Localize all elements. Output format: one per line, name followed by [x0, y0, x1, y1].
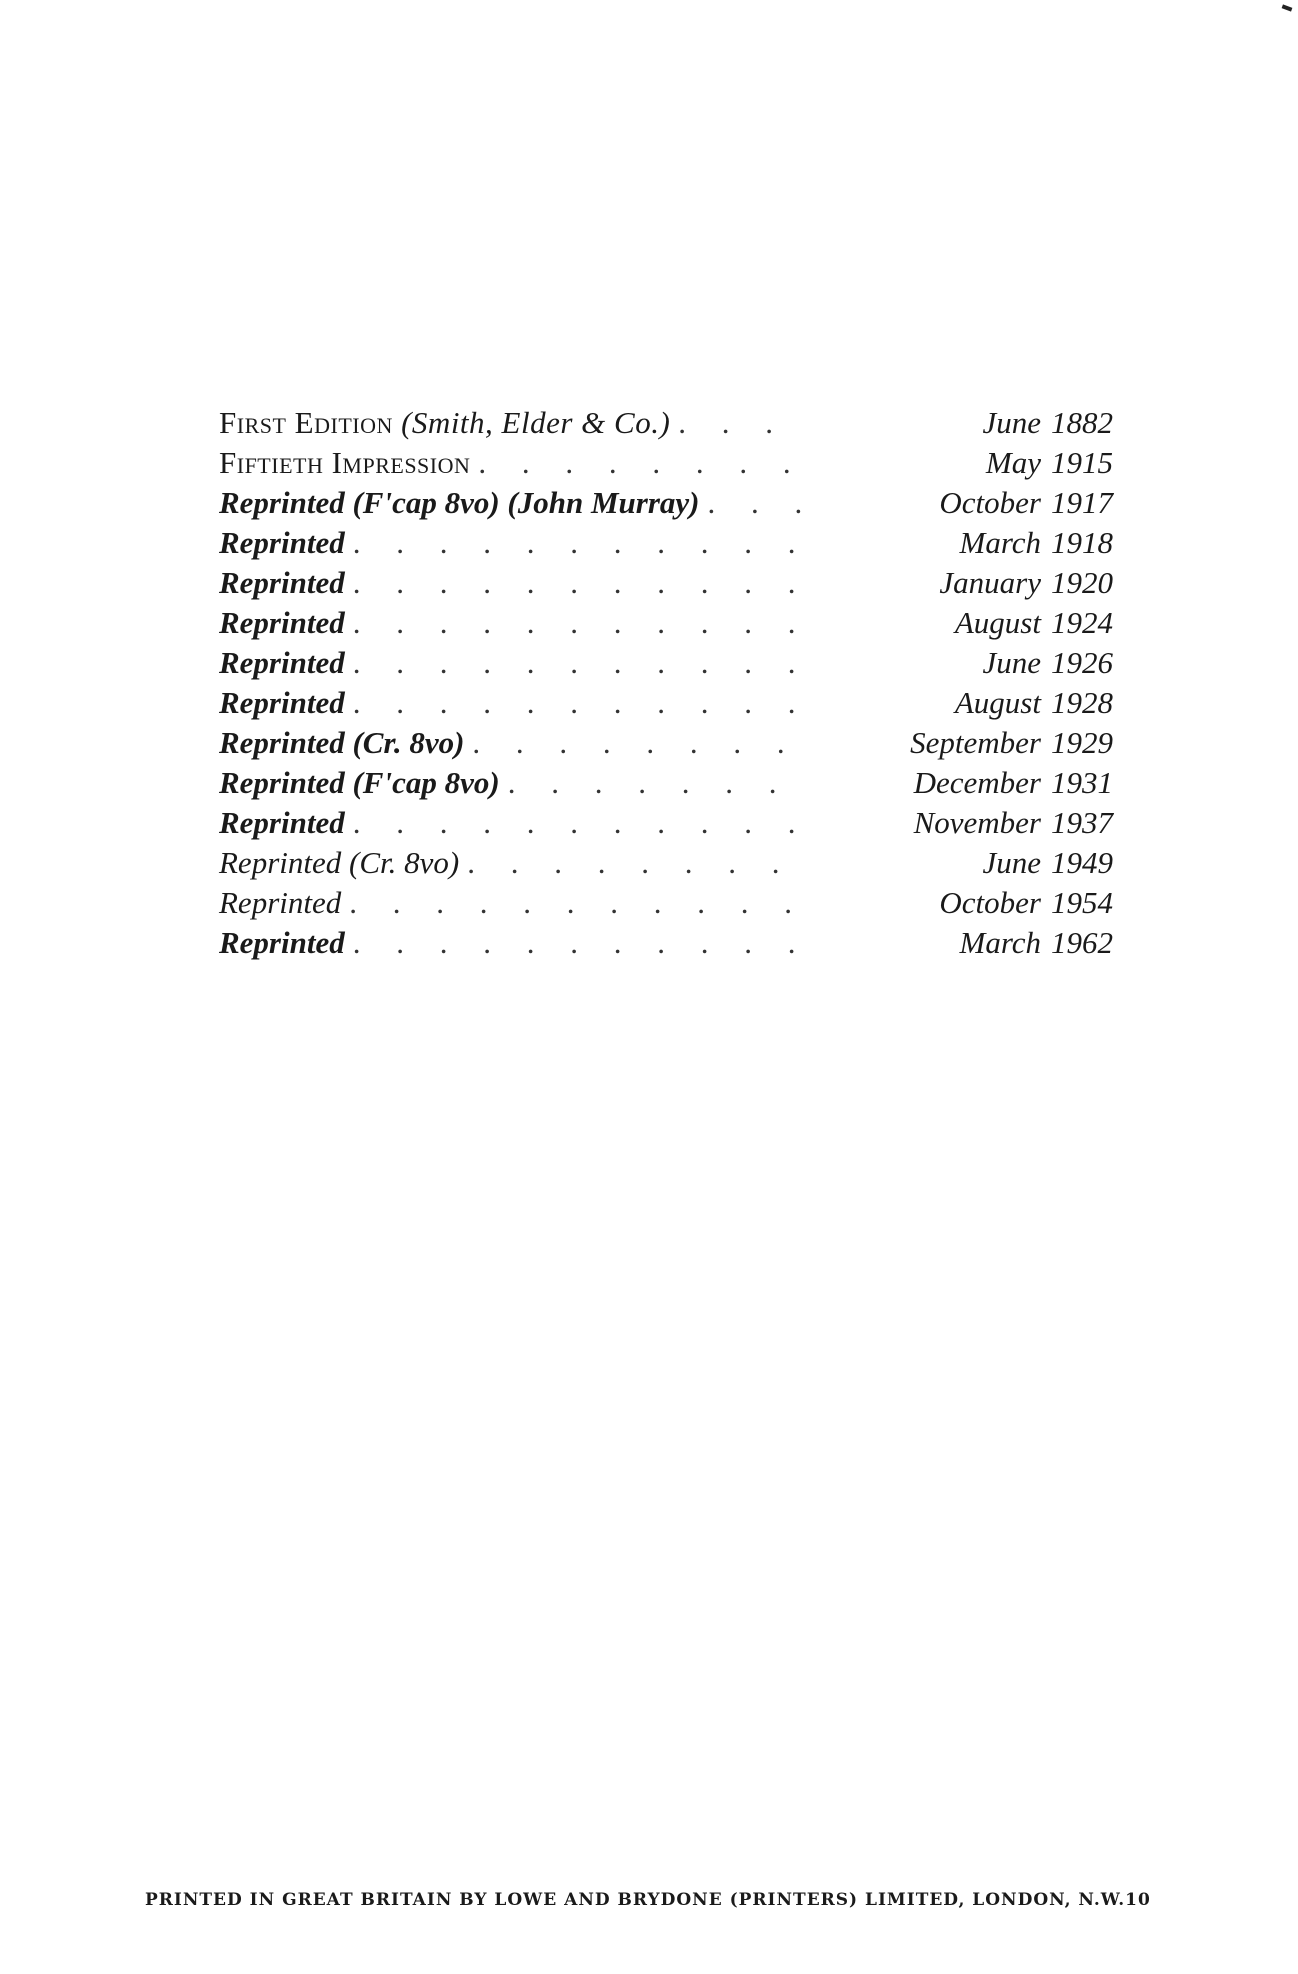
- leader-dots: [353, 603, 805, 643]
- history-row: [219, 603, 1119, 643]
- leader-dots: [353, 523, 805, 563]
- history-row: [219, 563, 1119, 603]
- leader-dots: [349, 883, 805, 923]
- history-label: Reprinted: [219, 805, 345, 840]
- history-row: [219, 723, 1119, 763]
- printer-imprint: PRINTED IN GREAT BRITAIN BY LOWE AND BRYDONE (PRINTERS) LIMITED, LONDON, N.W.10: [145, 1890, 1151, 1910]
- corner-mark: [1282, 4, 1293, 11]
- history-label: Reprinted: [219, 925, 345, 960]
- history-label: Reprinted: [219, 605, 345, 640]
- leader-dots: [353, 683, 805, 723]
- leader-dots: [353, 803, 805, 843]
- printing-history: [219, 403, 1119, 963]
- history-row: [219, 443, 1119, 483]
- leader-dots: [508, 763, 805, 803]
- history-date: June 1882: [982, 405, 1113, 440]
- history-date: October 1917: [939, 485, 1113, 520]
- leader-dots: [353, 923, 805, 963]
- history-date: September 1929: [910, 725, 1113, 760]
- history-label: Reprinted: [219, 525, 345, 560]
- history-label: First Edition (Smith, Elder & Co.): [219, 405, 671, 440]
- history-label: Reprinted (F'cap 8vo) (John Murray): [219, 485, 700, 520]
- history-date: October 1954: [939, 885, 1113, 920]
- leader-dots: [678, 403, 805, 443]
- history-date: March 1962: [959, 925, 1113, 960]
- history-date: August 1928: [954, 685, 1113, 720]
- leader-dots: [478, 443, 805, 483]
- history-row: [219, 643, 1119, 683]
- history-label: Reprinted (Cr. 8vo): [219, 845, 460, 880]
- history-date: June 1926: [982, 645, 1113, 680]
- leader-dots: [353, 563, 805, 603]
- history-label: Reprinted: [219, 645, 345, 680]
- history-row: [219, 803, 1119, 843]
- history-date: November 1937: [913, 805, 1113, 840]
- history-row: [219, 403, 1119, 443]
- history-date: June 1949: [982, 845, 1113, 880]
- history-row: [219, 483, 1119, 523]
- history-label: Reprinted (F'cap 8vo): [219, 765, 500, 800]
- leader-dots: [467, 843, 805, 883]
- history-date: March 1918: [959, 525, 1113, 560]
- history-label: Reprinted: [219, 565, 345, 600]
- history-label: Reprinted (Cr. 8vo): [219, 725, 465, 760]
- leader-dots: [353, 643, 805, 683]
- history-row: [219, 523, 1119, 563]
- history-date: May 1915: [985, 445, 1113, 480]
- history-row: [219, 883, 1119, 923]
- history-date: January 1920: [939, 565, 1113, 600]
- history-label: Reprinted: [219, 685, 345, 720]
- history-label: Reprinted: [219, 885, 342, 920]
- leader-dots: [472, 723, 805, 763]
- history-row: [219, 763, 1119, 803]
- history-date: August 1924: [954, 605, 1113, 640]
- history-label: Fiftieth Impression: [219, 445, 471, 480]
- history-date: December 1931: [913, 765, 1113, 800]
- leader-dots: [708, 483, 806, 523]
- history-row: [219, 683, 1119, 723]
- history-row: [219, 843, 1119, 883]
- history-row: [219, 923, 1119, 963]
